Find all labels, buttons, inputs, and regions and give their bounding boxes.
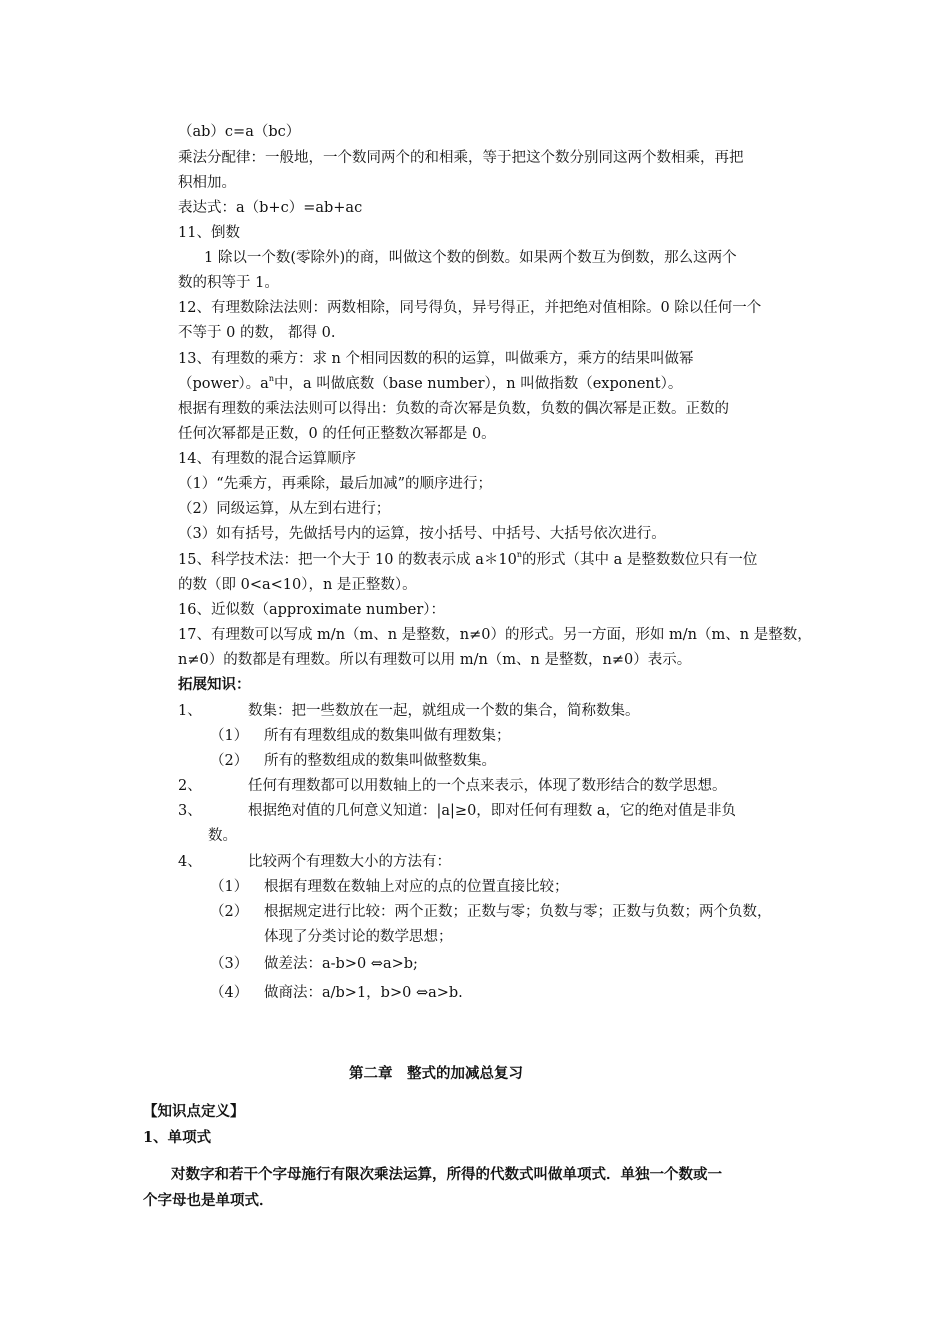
text-line: 1 除以一个数(零除外)的商，叫做这个数的倒数。如果两个数互为倒数，那么这两个 bbox=[204, 250, 737, 266]
knowledge-heading: 【知识点定义】 bbox=[143, 1103, 245, 1120]
paragraph-line: 个字母也是单项式． bbox=[143, 1192, 274, 1209]
list-text: 任何有理数都可以用数轴上的一个点来表示，体现了数形结合的数学思想。 bbox=[248, 778, 727, 794]
list-item: （3）如有括号，先做括号内的运算，按小括号、中括号、大括号依次进行。 bbox=[178, 526, 666, 542]
text-line: 的数（即 0<a<10），n 是正整数）。 bbox=[178, 577, 417, 593]
list-text: 所有的整数组成的数集叫做整数集。 bbox=[264, 753, 496, 769]
list-text: 数。 bbox=[208, 828, 237, 844]
monomial-heading: 1、单项式 bbox=[143, 1129, 212, 1146]
text-fragment: 的形式（其中 a 是整数数位只有一位 bbox=[521, 552, 758, 568]
list-text: 体现了分类讨论的数学思想； bbox=[264, 929, 453, 945]
text-line: n≠0）的数都是有理数。所以有理数可以用 m/n（m、n 是整数，n≠0）表示。 bbox=[178, 652, 692, 668]
list-item: （2）同级运算，从左到右进行； bbox=[178, 501, 391, 517]
text-line bbox=[178, 374, 682, 394]
text-line: 根据有理数的乘法法则可以得出：负数的奇次幂是负数，负数的偶次幂是正数。正数的 bbox=[178, 401, 729, 417]
section-heading-15 bbox=[178, 550, 757, 570]
text-fragment: （power）。a bbox=[178, 376, 269, 392]
list-text: 做差法：a-b>0 ⇔a>b; bbox=[264, 956, 418, 972]
section-heading-12: 12、有理数除法法则：两数相除，同号得负，异号得正，并把绝对值相除。0 除以任何一个 bbox=[178, 300, 762, 316]
list-number: （1） bbox=[210, 879, 249, 895]
text-line: 不等于 0 的数， 都得 0. bbox=[178, 325, 336, 341]
list-number: 1、 bbox=[178, 703, 202, 719]
text-line: 积相加。 bbox=[178, 175, 236, 191]
section-heading-17: 17、有理数可以写成 m/n（m、n 是整数，n≠0）的形式。另一方面，形如 m/n（m、n 是整数， bbox=[178, 627, 812, 643]
list-item: （1）“先乘方，再乘除，最后加减”的顺序进行； bbox=[178, 476, 493, 492]
formula-associative: （ab）c=a（bc） bbox=[178, 124, 301, 140]
list-text: 根据绝对值的几何意义知道：|a|≥0，即对任何有理数 a，它的绝对值是非负 bbox=[248, 803, 737, 819]
list-number: 2、 bbox=[178, 778, 202, 794]
paragraph-line: 对数字和若干个字母施行有限次乘法运算，所得的代数式叫做单项式．单独一个数或一 bbox=[171, 1166, 722, 1183]
list-text: 比较两个有理数大小的方法有： bbox=[248, 854, 451, 870]
list-text: 做商法：a/b>1，b>0 ⇔a>b. bbox=[264, 985, 463, 1001]
section-heading-11: 11、倒数 bbox=[178, 225, 240, 241]
chapter-title: 第二章 整式的加减总复习 bbox=[349, 1065, 523, 1082]
section-heading-16: 16、近似数（approximate number）： bbox=[178, 602, 446, 618]
text-fragment: 中，a 叫做底数（base number），n 叫做指数（exponent）。 bbox=[274, 376, 683, 392]
list-number: （2） bbox=[210, 904, 249, 920]
list-number: 3、 bbox=[178, 803, 202, 819]
list-number: 4、 bbox=[178, 854, 202, 870]
section-heading-14: 14、有理数的混合运算顺序 bbox=[178, 451, 356, 467]
list-number: （1） bbox=[210, 728, 249, 744]
list-text: 根据规定进行比较：两个正数；正数与零；负数与零；正数与负数；两个负数， bbox=[264, 904, 772, 920]
list-number: （2） bbox=[210, 753, 249, 769]
text-line: 乘法分配律：一般地，一个数同两个的和相乘，等于把这个数分别同这两个数相乘，再把 bbox=[178, 150, 744, 166]
text-line: 任何次幂都是正数，0 的任何正整数次幂都是 0。 bbox=[178, 426, 496, 442]
section-heading-13: 13、有理数的乘方：求 n 个相同因数的积的运算，叫做乘方，乘方的结果叫做幂 bbox=[178, 351, 694, 367]
superscript: n bbox=[268, 374, 274, 383]
list-text: 数集：把一些数放在一起，就组成一个数的集合，简称数集。 bbox=[248, 703, 640, 719]
text-line: 数的积等于 1。 bbox=[178, 275, 279, 291]
list-text: 根据有理数在数轴上对应的点的位置直接比较； bbox=[264, 879, 569, 895]
extension-title: 拓展知识： bbox=[178, 676, 251, 693]
list-number: （4） bbox=[210, 985, 249, 1001]
superscript: n bbox=[516, 550, 522, 559]
list-text: 所有有理数组成的数集叫做有理数集； bbox=[264, 728, 511, 744]
list-number: （3） bbox=[210, 956, 249, 972]
formula-distributive: 表达式：a（b+c）=ab+ac bbox=[178, 200, 363, 216]
text-fragment: 15、科学技术法：把一个大于 10 的数表示成 a＊10 bbox=[178, 552, 517, 568]
